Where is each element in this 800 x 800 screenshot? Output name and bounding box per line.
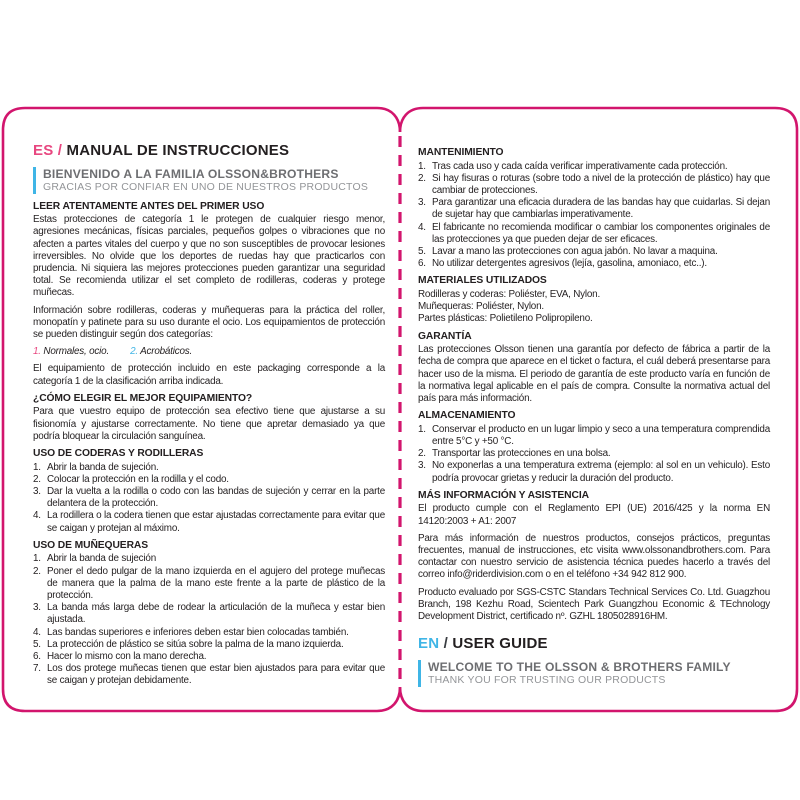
- maintenance-list: [418, 161, 770, 271]
- list-number: 4.: [33, 626, 41, 638]
- list-item: 4. Las bandas superiores e inferiores deben estar bien colocadas también.: [33, 626, 349, 638]
- language-code-en: EN: [418, 635, 440, 653]
- page-title-text: USER GUIDE: [452, 635, 548, 653]
- list-number: 1.: [33, 461, 41, 473]
- category-label-1: Normales, ocio.: [43, 346, 109, 358]
- list-number: 2.: [33, 473, 41, 485]
- welcome-block-es: [33, 167, 385, 194]
- list-number: 5.: [33, 638, 41, 650]
- language-code-es: ES: [33, 142, 54, 159]
- section-heading-more-info: MÁS INFORMACIÓN Y ASISTENCIA: [418, 489, 589, 501]
- list-number: 3.: [418, 197, 426, 209]
- list-item: 3. La banda más larga debe de rodear la articulación de la muñeca y estar bien ajustada.: [33, 602, 385, 626]
- materials-line: Muñequeras: Poliéster, Nylon.: [418, 301, 544, 313]
- page-title-en: [418, 635, 770, 652]
- materials-lines: [418, 289, 770, 326]
- paragraph: Las protecciones Olsson tienen una garantía por defecto de fábrica a partir de la fecha de compra que aparece en el ticket o factura, el cuál deberá presentarse para hacer uso de la misma. El periodo de garantía de este producto varía en función de la normativa legal aplicable en el país de compra. Consulte la normativa actual del país para más información.: [418, 344, 770, 405]
- section-heading-choose: ¿CÓMO ELEGIR EL MEJOR EQUIPAMIENTO?: [33, 392, 253, 404]
- list-number: 6.: [418, 258, 426, 270]
- list-number: 4.: [33, 510, 41, 522]
- list-item: 6. Hacer lo mismo con la mano derecha.: [33, 650, 207, 662]
- list-item: 4. El fabricante no recomienda modificar o cambiar los componentes originales de las protecciones ya que pueden dejar de ser eficaces.: [418, 221, 770, 245]
- welcome-title: WELCOME TO THE OLSSON & BROTHERS FAMILY: [428, 660, 731, 675]
- list-item: 1. Abrir la banda de sujeción.: [33, 461, 159, 473]
- welcome-subtitle: THANK YOU FOR TRUSTING OUR PRODUCTS: [428, 674, 666, 687]
- paragraph: Información sobre rodilleras, coderas y muñequeras para la práctica del roller, monopatín y patinete para su uso durante el ocio. Los equipamientos de protección se pueden distinguir según dos categorías:: [33, 304, 385, 340]
- list-item: 3. Para garantizar una eficacia duradera de las bandas hay que cuidarlas. Si dejan de sujetar hay que cambiarlas imperativamente.: [418, 197, 770, 221]
- list-item: 2. Si hay fisuras o roturas (sobre todo a nivel de la protección de plástico) hay que cambiar de protecciones.: [418, 172, 770, 196]
- welcome-block-en: [418, 660, 770, 687]
- title-separator: /: [57, 142, 63, 159]
- list-item: 2. Colocar la protección en la rodilla y el codo.: [33, 473, 229, 485]
- welcome-subtitle: GRACIAS POR CONFIAR EN UNO DE NUESTROS PRODUCTOS: [43, 181, 369, 193]
- elbow-knee-list: [33, 462, 385, 535]
- list-item: 5. Lavar a mano las protecciones con agua jabón. No lavar a maquina.: [418, 246, 718, 258]
- section-heading-wrist: USO DE MUÑEQUERAS: [33, 539, 149, 551]
- list-number: 7.: [33, 663, 41, 675]
- en-guide-header: [418, 635, 770, 687]
- category-line: [33, 346, 385, 358]
- section-heading-elbow-knee: USO DE CODERAS Y RODILLERAS: [33, 447, 204, 459]
- section-heading-maintenance: MANTENIMIENTO: [418, 147, 504, 158]
- list-number: 2.: [33, 565, 41, 577]
- list-item: 2. Transportar las protecciones en una bolsa.: [418, 448, 611, 460]
- page-right: [418, 147, 770, 694]
- list-item: 1. Conservar el producto en un lugar limpio y seco a una temperatura comprendida entre 5°C y +50 °C.: [418, 423, 770, 448]
- page-title-es: [33, 142, 385, 159]
- list-number: 2.: [418, 448, 426, 460]
- list-item: 4. La rodillera o la codera tienen que estar ajustadas correctamente para evitar que se caigan y protejan al máximo.: [33, 510, 385, 534]
- materials-line: Partes plásticas: Polietileno Polipropileno.: [418, 313, 593, 325]
- list-item: 7. Los dos protege muñecas tienen que estar bien ajustados para para evitar que se caigan y protejan debidamente.: [33, 663, 385, 687]
- list-number: 3.: [33, 602, 41, 614]
- category-number-1: 1.: [33, 346, 41, 358]
- paragraph: Producto evaluado por SGS-CSTC Standars Technical Services Co. Ltd. Guagzhou Branch, 198 Kezhu Road, Scientech Park Guangzhou Economic & TEchnology Development District, certificado nº. GZHL 1805028916HM.: [418, 586, 770, 623]
- storage-list: [418, 424, 770, 485]
- category-number-2: 2.: [130, 346, 138, 358]
- list-item: 2. Poner el dedo pulgar de la mano izquierda en el agujero del protege muñecas de manera que la palma de la mano este frente a la parte de plástico de la protección.: [33, 565, 385, 601]
- category-label-2: Acrobáticos.: [140, 346, 193, 358]
- list-number: 3.: [418, 460, 426, 472]
- section-heading-storage: ALMACENAMIENTO: [418, 410, 516, 422]
- paragraph: Estas protecciones de categoría 1 le protegen de cualquier riesgo menor, agresiones mecánicas, físicas parciales, pequeños golpes o vibraciones que no afecten a partes vitales del cuerpo y que no son susceptibles de provocar lesiones irreversibles. No olvide que los deportes de ruedas hay que practicarlos con prudencia. Ni siquiera las mejores protecciones pueden garantizar una seguridad total. Se recomienda utilizar el set completo de rodilleras, coderas y protege muñecas.: [33, 214, 385, 299]
- welcome-accent-bar: [418, 660, 421, 687]
- section-heading-warranty: GARANTÍA: [418, 330, 472, 342]
- list-number: 1.: [418, 160, 426, 172]
- list-item: 6. No utilizar detergentes agresivos (lejía, gasolina, amoniaco, etc..).: [418, 258, 707, 270]
- list-number: 3.: [33, 485, 41, 497]
- welcome-title: BIENVENIDO A LA FAMILIA OLSSON&BROTHERS: [43, 167, 339, 181]
- list-number: 5.: [418, 246, 426, 258]
- list-item: 1. Abrir la banda de sujeción: [33, 553, 156, 565]
- list-number: 1.: [418, 423, 426, 435]
- list-number: 2.: [418, 172, 426, 184]
- wrist-list: [33, 553, 385, 687]
- section-heading-read-first: LEER ATENTAMENTE ANTES DEL PRIMER USO: [33, 200, 265, 212]
- list-item: 3. No exponerlas a una temperatura extrema (ejemplo: al sol en un vehiculo). Esto podría provocar grietas y reducir la duración del producto.: [418, 460, 770, 484]
- paragraph: El equipamiento de protección incluido en este packaging corresponde a la categoría 1 de la clasificación arriba indicada.: [33, 363, 385, 387]
- paragraph: Para más información de nuestros productos, consejos prácticos, preguntas frecuentes, manual de instrucciones, etc visita www.olssonandbrothers.com. Para contactar con nuestro servicio de asistencia técnica puedes hacerlo a través del correo info@riderdivision.com o en el teléfono +34 942 812 900.: [418, 532, 770, 581]
- list-item: 1. Tras cada uso y cada caída verificar imperativamente cada protección.: [418, 160, 728, 172]
- list-number: 1.: [33, 553, 41, 565]
- paragraph: El producto cumple con el Reglamento EPI (UE) 2016/425 y la norma EN 14120:2003 + A1: 2007: [418, 503, 770, 527]
- list-number: 4.: [418, 221, 426, 233]
- materials-line: Rodilleras y coderas: Poliéster, EVA, Nylon.: [418, 289, 601, 301]
- page-es: [33, 142, 385, 693]
- paragraph: Para que vuestro equipo de protección sea efectivo tiene que ajustarse a su fisionomía y ajustarse correctamente. No tiene que apretar demasiado ya que podría bloquear la circulación sanguínea.: [33, 406, 385, 442]
- page-title-text: MANUAL DE INSTRUCCIONES: [66, 142, 290, 159]
- list-item: 5. La protección de plástico se sitúa sobre la palma de la mano izquierda.: [33, 638, 344, 650]
- welcome-accent-bar: [33, 167, 36, 194]
- title-separator: /: [443, 635, 448, 653]
- list-item: 3. Dar la vuelta a la rodilla o codo con las bandas de sujeción y cerrar en la parte delantera de la protección.: [33, 485, 385, 510]
- list-number: 6.: [33, 650, 41, 662]
- section-heading-materials: MATERIALES UTILIZADOS: [418, 275, 547, 287]
